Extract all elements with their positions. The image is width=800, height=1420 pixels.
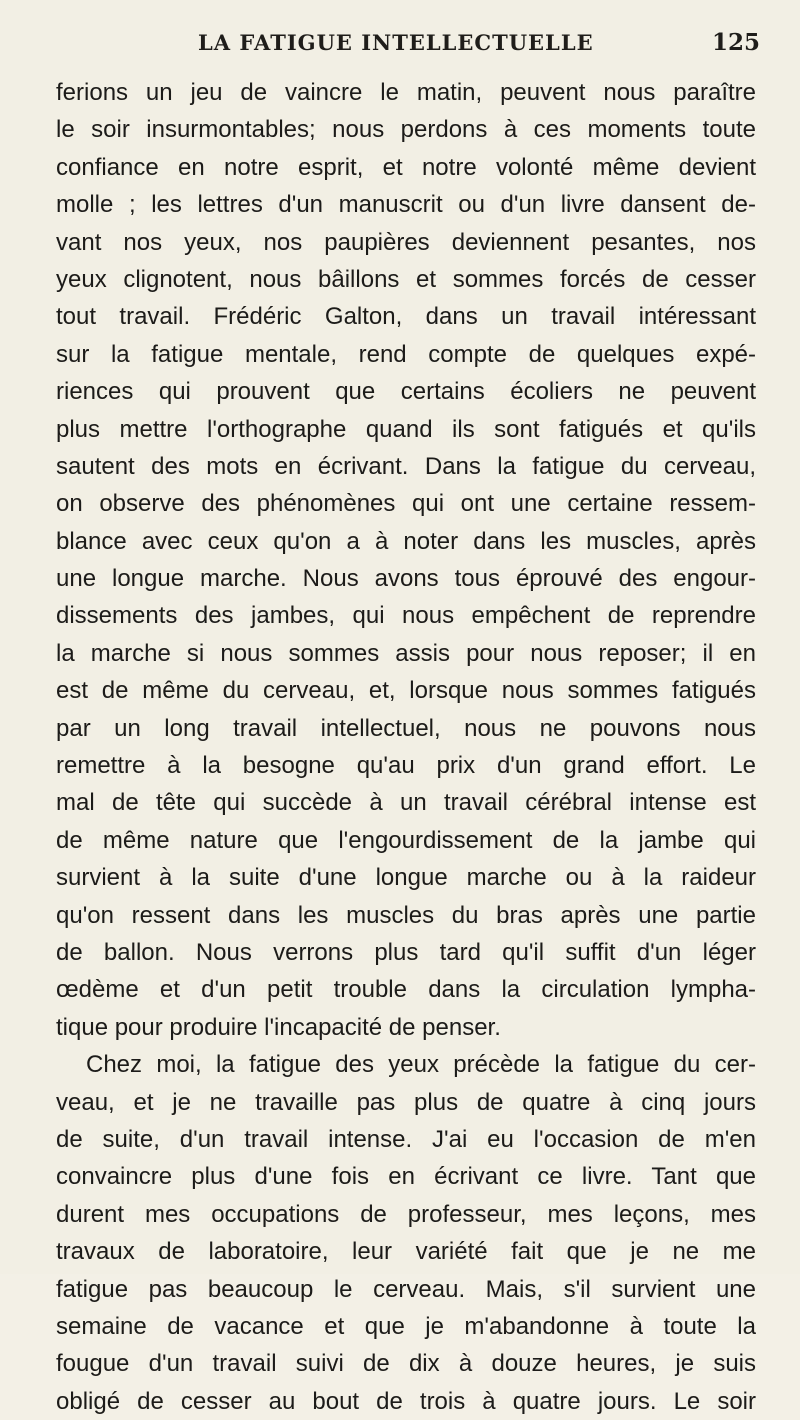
text-line: œdème et d'un petit trouble dans la circulation lympha- [56,976,756,1004]
text-line: la marche si nous sommes assis pour nous reposer; il en [56,639,756,667]
text-line: veau, et je ne travaille pas plus de quatre à cinq jours [56,1088,756,1116]
text-line: remettre à la besogne qu'au prix d'un grand effort. Le [56,752,756,780]
body-text [56,74,756,1420]
text-line: qu'on ressent dans les muscles du bras après une partie [56,901,756,929]
text-line: convaincre plus d'une fois en écrivant ce livre. Tant que [56,1163,756,1191]
text-line: confiance en notre esprit, et notre volonté même devient [56,153,756,181]
text-line: riences qui prouvent que certains écoliers ne peuvent [56,378,756,406]
text-line: on observe des phénomènes qui ont une certaine ressem- [56,490,756,518]
text-line: yeux clignotent, nous bâillons et sommes forcés de cesser [56,265,756,293]
text-line: mal de tête qui succède à un travail cérébral intense est [56,789,756,817]
running-head [0,30,800,64]
running-title: LA FATIGUE INTELLECTUELLE [198,30,594,55]
text-line: semaine de vacance et que je m'abandonne à toute la [56,1312,756,1340]
text-line: fatigue pas beaucoup le cerveau. Mais, s'il survient une [56,1275,756,1303]
text-line: sur la fatigue mentale, rend compte de quelques expé- [56,340,756,368]
text-line: Chez moi, la fatigue des yeux précède la fatigue du cer- [86,1051,756,1079]
text-line: de même nature que l'engourdissement de la jambe qui [56,826,756,854]
text-line: obligé de cesser au bout de trois à quatre jours. Le soir [56,1387,756,1415]
text-line: de suite, d'un travail intense. J'ai eu l'occasion de m'en [56,1125,756,1153]
page-number: 125 [712,29,761,56]
text-line: de ballon. Nous verrons plus tard qu'il suffit d'un léger [56,938,756,966]
text-line: survient à la suite d'une longue marche ou à la raideur [56,864,756,892]
text-line: fougue d'un travail suivi de dix à douze heures, je suis [56,1350,756,1378]
text-line: tique pour produire l'incapacité de penser. [56,1013,501,1041]
text-line: est de même du cerveau, et, lorsque nous sommes fatigués [56,677,756,705]
text-line: par un long travail intellectuel, nous ne pouvons nous [56,714,756,742]
text-line: ferions un jeu de vaincre le matin, peuvent nous paraître [56,79,756,106]
text-line: plus mettre l'orthographe quand ils sont fatigués et qu'ils [56,415,756,443]
text-line: travaux de laboratoire, leur variété fait que je ne me [56,1238,756,1266]
text-line: le soir insurmontables; nous perdons à ces moments toute [56,116,756,144]
text-line: une longue marche. Nous avons tous éprouvé des engour- [56,565,756,593]
text-line: durent mes occupations de professeur, mes leçons, mes [56,1200,756,1228]
text-line: sautent des mots en écrivant. Dans la fatigue du cerveau, [56,452,756,480]
text-line: molle ; les lettres d'un manuscrit ou d'un livre dansent de- [56,191,756,219]
text-line: vant nos yeux, nos paupières deviennent pesantes, nos [56,228,756,256]
text-line: tout travail. Frédéric Galton, dans un travail intéressant [56,303,756,331]
text-line: blance avec ceux qu'on a à noter dans les muscles, après [56,527,756,555]
text-line: dissements des jambes, qui nous empêchent de reprendre [56,602,756,630]
